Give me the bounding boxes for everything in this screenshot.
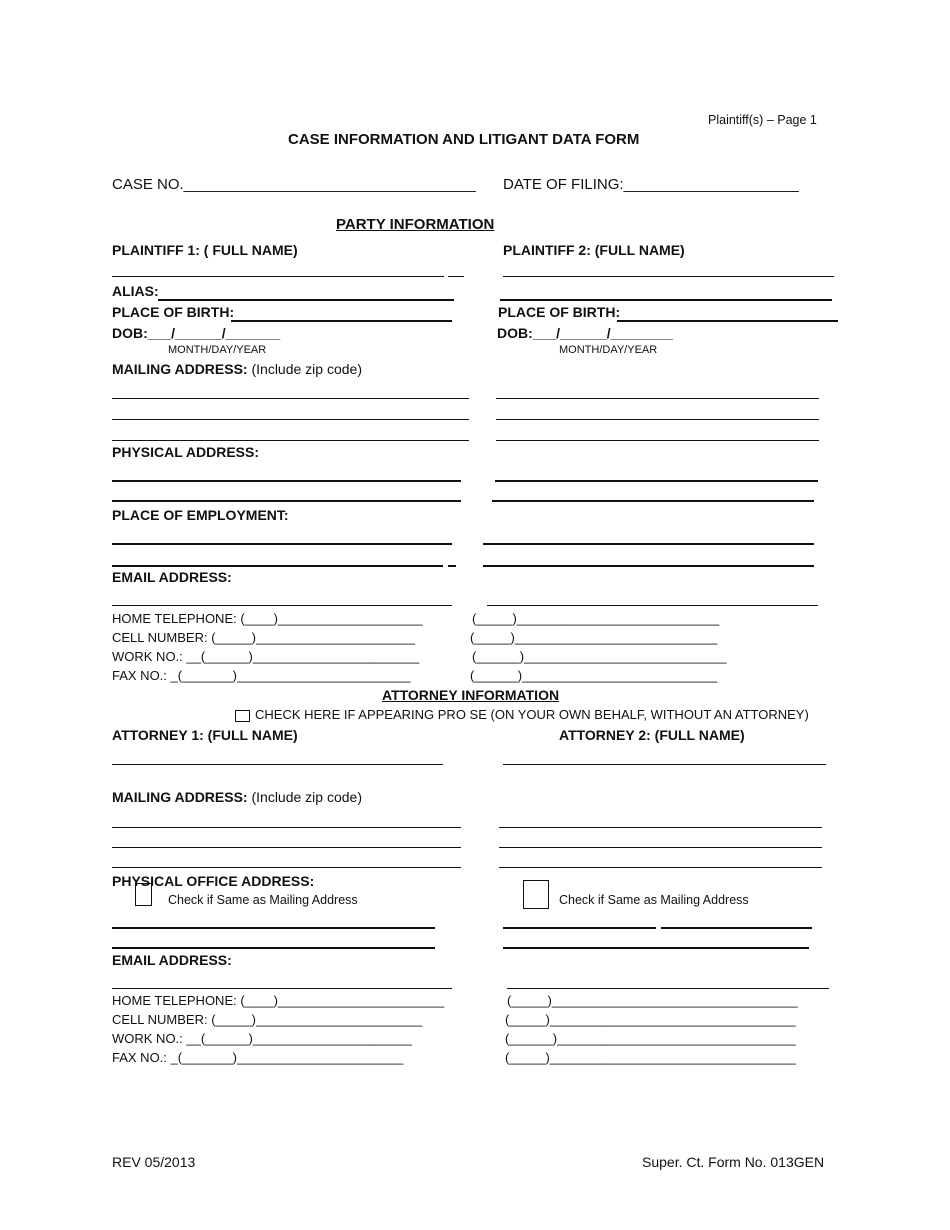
plaintiff-1-physical-line[interactable] <box>112 500 461 502</box>
plaintiff-2-cell-number[interactable]: (_____)____________________________ <box>470 630 718 645</box>
attorney-2-mailing-line[interactable] <box>499 827 822 828</box>
attorney-1-same-address-label: Check if Same as Mailing Address <box>168 893 358 907</box>
plaintiff-2-home-telephone[interactable]: (_____)____________________________ <box>472 611 720 626</box>
plaintiff-1-alias-line[interactable] <box>158 299 454 301</box>
attorney-1-same-address-checkbox[interactable] <box>135 883 152 906</box>
attorney-1-heading: ATTORNEY 1: (FULL NAME) <box>112 727 298 743</box>
attorney-1-physical-line[interactable] <box>112 927 435 929</box>
plaintiff-2-name-line[interactable] <box>503 276 834 277</box>
plaintiff-1-email-line[interactable] <box>112 605 452 606</box>
plaintiff-2-physical-line[interactable] <box>495 480 818 482</box>
attorney-2-physical-line[interactable] <box>503 947 809 949</box>
attorney-2-physical-line[interactable] <box>503 927 656 929</box>
plaintiff-2-pob-label: PLACE OF BIRTH: <box>498 304 621 320</box>
plaintiff-1-name-line[interactable] <box>112 276 444 277</box>
form-title: CASE INFORMATION AND LITIGANT DATA FORM <box>288 131 640 148</box>
plaintiff-1-dob-hint: MONTH/DAY/YEAR <box>168 344 267 356</box>
plaintiff-1-employment-line[interactable] <box>112 543 452 545</box>
plaintiff-1-fax-number[interactable]: FAX NO.: _(_______)________________________ <box>112 668 411 683</box>
page-label: Plaintiff(s) – Page 1 <box>708 113 817 127</box>
attorney-2-fax-number[interactable]: (_____)__________________________________ <box>505 1050 796 1065</box>
plaintiff-1-cell-number[interactable]: CELL NUMBER: (_____)______________________ <box>112 630 416 645</box>
plaintiff-1-mailing-line[interactable] <box>112 398 469 399</box>
plaintiff-1-heading: PLAINTIFF 1: ( FULL NAME) <box>112 242 298 258</box>
plaintiff-2-mailing-line[interactable] <box>496 398 819 399</box>
attorney-2-email-line[interactable] <box>507 988 829 989</box>
plaintiff-2-alias-line[interactable] <box>500 299 832 301</box>
plaintiff-1-pob-label: PLACE OF BIRTH: <box>112 304 235 320</box>
plaintiff-physical-label: PHYSICAL ADDRESS: <box>112 444 260 460</box>
plaintiff-1-work-number[interactable]: WORK NO.: __(______)_______________________ <box>112 649 420 664</box>
date-of-filing-field[interactable]: DATE OF FILING:_____________________ <box>503 176 799 193</box>
attorney-1-mailing-line[interactable] <box>112 867 461 868</box>
revision-label: REV 05/2013 <box>112 1154 196 1170</box>
attorney-information-heading: ATTORNEY INFORMATION <box>382 687 560 703</box>
form-number-label: Super. Ct. Form No. 013GEN <box>642 1154 825 1170</box>
attorney-1-work-number[interactable]: WORK NO.: __(______)______________________ <box>112 1031 412 1046</box>
attorney-1-physical-line[interactable] <box>112 947 435 949</box>
plaintiff-1-dob-field[interactable]: DOB:___/______/_______ <box>112 325 281 341</box>
plaintiff-1-alias-label: ALIAS: <box>112 283 159 299</box>
plaintiff-2-email-line[interactable] <box>487 605 818 606</box>
plaintiff-email-label: EMAIL ADDRESS: <box>112 569 232 585</box>
attorney-2-same-address-label: Check if Same as Mailing Address <box>559 893 749 907</box>
attorney-mailing-label: MAILING ADDRESS: (Include zip code) <box>112 789 362 805</box>
attorney-1-cell-number[interactable]: CELL NUMBER: (_____)_______________________ <box>112 1012 423 1027</box>
attorney-2-physical-line[interactable] <box>661 927 812 929</box>
plaintiff-2-heading: PLAINTIFF 2: (FULL NAME) <box>503 242 685 258</box>
case-no-field[interactable]: CASE NO.___________________________________ <box>112 176 476 193</box>
plaintiff-2-pob-line[interactable] <box>617 320 838 322</box>
attorney-2-heading: ATTORNEY 2: (FULL NAME) <box>559 727 745 743</box>
attorney-2-same-address-checkbox[interactable] <box>523 880 549 909</box>
attorney-1-name-line[interactable] <box>112 764 443 765</box>
attorney-2-name-line[interactable] <box>503 764 826 765</box>
attorney-2-mailing-line[interactable] <box>499 847 822 848</box>
plaintiff-2-mailing-line[interactable] <box>496 419 819 420</box>
plaintiff-2-dob-hint: MONTH/DAY/YEAR <box>559 344 658 356</box>
plaintiff-2-work-number[interactable]: (______)____________________________ <box>472 649 727 664</box>
plaintiff-1-mailing-line[interactable] <box>112 440 469 441</box>
plaintiff-2-fax-number[interactable]: (______)___________________________ <box>470 668 718 683</box>
attorney-2-home-telephone[interactable]: (_____)__________________________________ <box>507 993 798 1008</box>
plaintiff-2-mailing-line[interactable] <box>496 440 819 441</box>
pro-se-checkbox[interactable] <box>235 710 250 722</box>
attorney-physical-office-label: PHYSICAL OFFICE ADDRESS: <box>112 873 315 889</box>
plaintiff-1-employment-line-extra <box>448 565 456 567</box>
attorney-2-mailing-line[interactable] <box>499 867 822 868</box>
plaintiff-2-employment-line[interactable] <box>483 565 814 567</box>
attorney-1-fax-number[interactable]: FAX NO.: _(_______)_______________________ <box>112 1050 404 1065</box>
plaintiff-1-home-telephone[interactable]: HOME TELEPHONE: (____)____________________ <box>112 611 423 626</box>
plaintiff-2-physical-line[interactable] <box>492 500 814 502</box>
plaintiff-1-pob-line[interactable] <box>231 320 452 322</box>
plaintiff-1-name-line-extra <box>448 276 464 277</box>
plaintiff-1-employment-line[interactable] <box>112 565 443 567</box>
attorney-1-mailing-line[interactable] <box>112 827 461 828</box>
plaintiff-1-mailing-line[interactable] <box>112 419 469 420</box>
plaintiff-1-physical-line[interactable] <box>112 480 461 482</box>
attorney-1-email-line[interactable] <box>112 988 452 989</box>
plaintiff-2-dob-field[interactable]: DOB:___/______/________ <box>497 325 673 341</box>
party-information-heading: PARTY INFORMATION <box>336 216 495 233</box>
plaintiff-2-employment-line[interactable] <box>483 543 814 545</box>
attorney-1-home-telephone[interactable]: HOME TELEPHONE: (____)_______________________ <box>112 993 445 1008</box>
attorney-2-cell-number[interactable]: (_____)__________________________________ <box>505 1012 796 1027</box>
plaintiff-employment-label: PLACE OF EMPLOYMENT: <box>112 507 289 523</box>
pro-se-label: CHECK HERE IF APPEARING PRO SE (ON YOUR OWN BEHALF, WITHOUT AN ATTORNEY) <box>255 707 809 722</box>
plaintiff-mailing-label: MAILING ADDRESS: (Include zip code) <box>112 361 362 377</box>
attorney-1-mailing-line[interactable] <box>112 847 461 848</box>
attorney-2-work-number[interactable]: (______)_________________________________ <box>505 1031 796 1046</box>
attorney-email-label: EMAIL ADDRESS: <box>112 952 232 968</box>
